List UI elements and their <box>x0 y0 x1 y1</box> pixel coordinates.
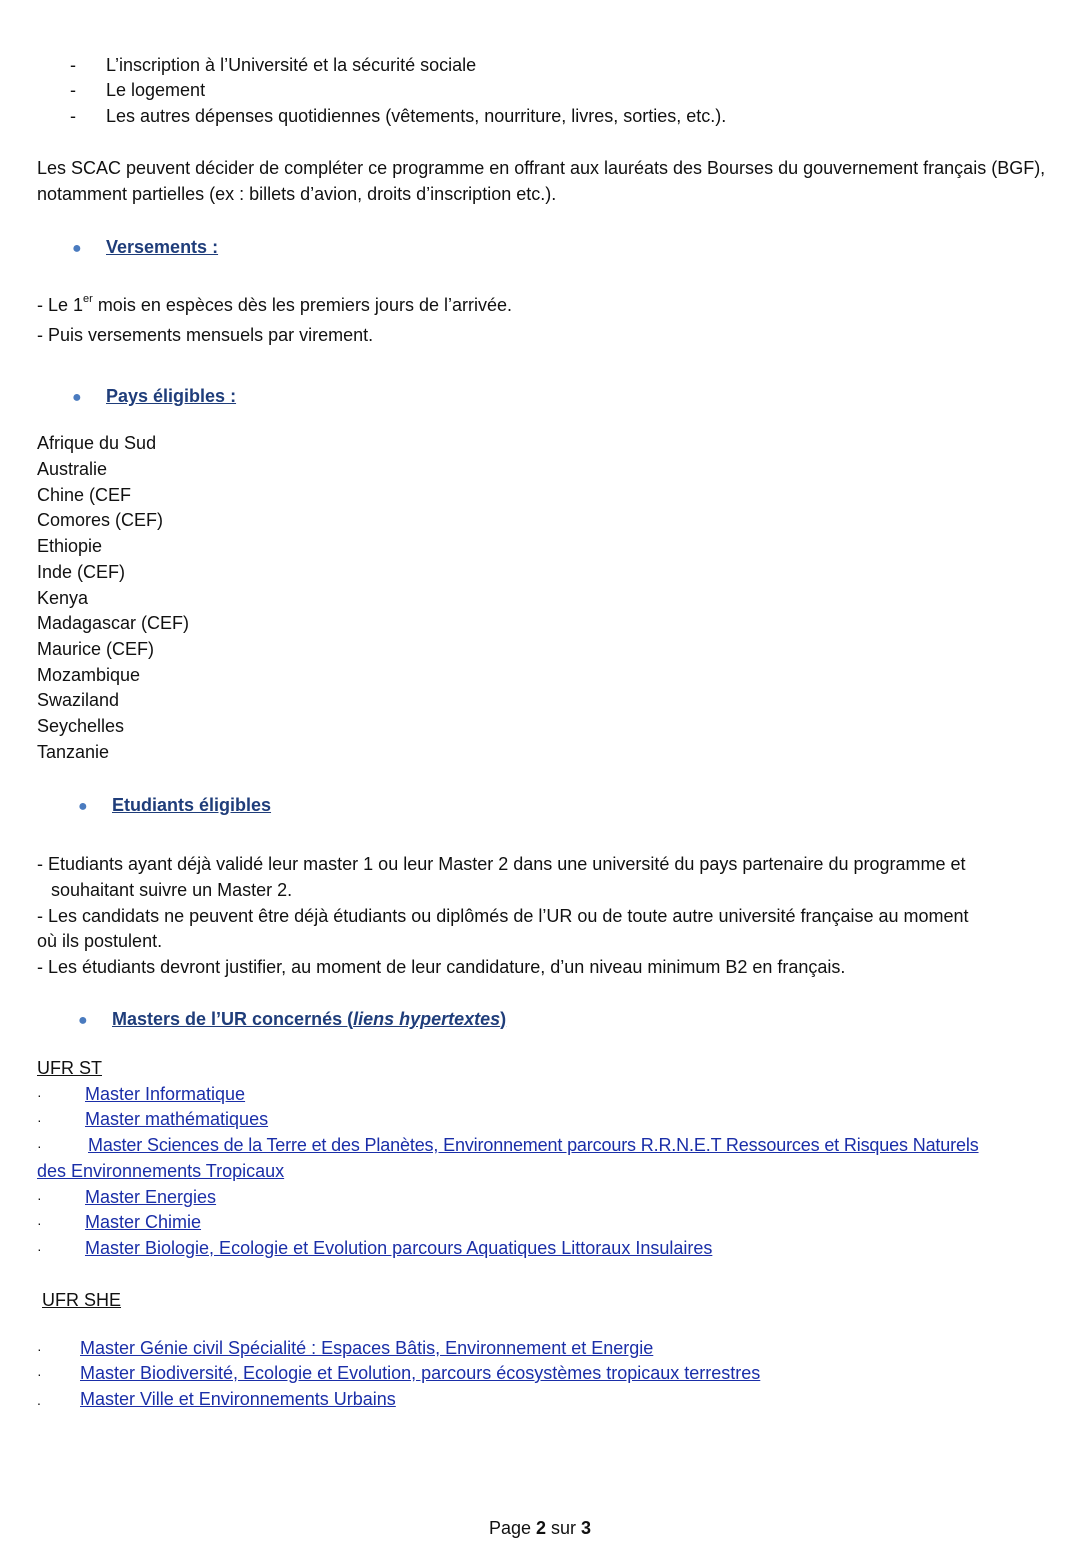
heading-text: Masters de l’UR concernés (liens hypertextes) <box>112 1009 507 1029</box>
heading-text: Pays éligibles : <box>106 386 237 406</box>
master-link[interactable]: Master Biodiversité, Ecologie et Evolution, parcours écosystèmes tropicaux terrestres <box>80 1363 761 1383</box>
list-item <box>37 1209 1047 1236</box>
etudiants-line: - Les étudiants devront justifier, au moment de leur candidature, d’un niveau minimum B2 en français. <box>37 957 846 977</box>
heading-pays-eligibles <box>72 383 236 411</box>
heading-masters <box>78 1006 506 1034</box>
dash-marker: - <box>70 80 76 100</box>
bullet-icon: · <box>37 1138 42 1154</box>
bullet-icon: ● <box>72 389 82 406</box>
bullet-icon: . <box>37 1392 41 1408</box>
list-item-text: L’inscription à l’Université et la sécurité sociale <box>106 55 477 75</box>
list-item <box>37 1132 1047 1159</box>
ufr-st-title: UFR ST <box>37 1058 102 1078</box>
master-link[interactable]: Master Energies <box>85 1187 217 1207</box>
scac-paragraph: Les SCAC peuvent décider de compléter ce programme en offrant aux lauréats des Bourses du gouvernement français (BGF), notamment partielles (ex : billets d’avion, droits d’inscription etc.). <box>37 158 1046 204</box>
country-item: Afrique du Sud <box>37 433 157 453</box>
list-item <box>37 1106 1047 1133</box>
dash-marker: - <box>70 55 76 75</box>
bullet-icon: ● <box>78 798 88 815</box>
heading-versements <box>72 234 218 262</box>
versement-line: - Le 1er mois en espèces dès les premiers jours de l’arrivée. <box>37 293 512 315</box>
list-item <box>37 1158 1047 1184</box>
dash-marker: - <box>70 106 76 126</box>
list-item <box>70 77 205 103</box>
etudiants-line: souhaitant suivre un Master 2. <box>51 880 293 900</box>
page-footer: Page 2 sur 3 <box>488 1518 592 1538</box>
bullet-icon: · <box>37 1341 42 1357</box>
list-item-text: Le logement <box>106 80 206 100</box>
country-item: Maurice (CEF) <box>37 639 155 659</box>
master-link[interactable]: Master Biologie, Ecologie et Evolution parcours Aquatiques Littoraux Insulaires <box>85 1238 713 1258</box>
bullet-icon: ● <box>72 240 82 257</box>
versement-line: - Puis versements mensuels par virement. <box>37 325 374 345</box>
list-item <box>37 1081 1047 1108</box>
master-link[interactable]: Master Informatique <box>85 1084 246 1104</box>
bullet-icon: ● <box>78 1012 88 1029</box>
country-item: Inde (CEF) <box>37 562 126 582</box>
bullet-icon: · <box>37 1190 42 1206</box>
master-link[interactable]: Master Génie civil Spécialité : Espaces Bâtis, Environnement et Energie <box>80 1338 654 1358</box>
master-link[interactable]: des Environnements Tropicaux <box>37 1161 285 1181</box>
heading-text: Etudiants éligibles <box>112 795 272 815</box>
country-item: Madagascar (CEF) <box>37 613 190 633</box>
list-item <box>70 103 726 129</box>
country-item: Mozambique <box>37 665 141 685</box>
country-item: Tanzanie <box>37 742 110 762</box>
page-total: 3 <box>581 1518 592 1538</box>
country-item: Australie <box>37 459 108 479</box>
country-item: Comores (CEF) <box>37 510 164 530</box>
list-item <box>37 1360 1047 1387</box>
etudiants-line: - Etudiants ayant déjà validé leur master 1 ou leur Master 2 dans une université du pays partenaire du programme et <box>37 854 966 874</box>
etudiants-line: où ils postulent. <box>37 931 163 951</box>
heading-text: Versements : <box>106 237 219 257</box>
list-item <box>70 52 476 78</box>
list-item <box>37 1335 1047 1362</box>
country-item: Chine (CEF <box>37 485 132 505</box>
country-item: Swaziland <box>37 690 120 710</box>
list-item <box>37 1235 1047 1262</box>
master-link[interactable]: Master Ville et Environnements Urbains <box>80 1389 396 1409</box>
bullet-icon: · <box>37 1366 42 1382</box>
heading-etudiants-eligibles <box>78 792 271 820</box>
ufr-she-title: UFR SHE <box>42 1290 122 1310</box>
master-link[interactable]: Master Sciences de la Terre et des Planètes, Environnement parcours R.R.N.E.T Ressources et Risques Naturels <box>88 1135 979 1155</box>
bullet-icon: · <box>37 1112 42 1128</box>
list-item <box>37 1386 1047 1413</box>
bullet-icon: · <box>37 1241 42 1257</box>
bullet-icon: · <box>37 1087 42 1103</box>
bullet-icon: · <box>37 1215 42 1231</box>
list-item-text: Les autres dépenses quotidiennes (vêtements, nourriture, livres, sorties, etc.). <box>106 106 727 126</box>
country-item: Ethiopie <box>37 536 103 556</box>
page-current: 2 <box>536 1518 547 1538</box>
country-item: Seychelles <box>37 716 125 736</box>
list-item <box>37 1184 1047 1211</box>
country-item: Kenya <box>37 588 89 608</box>
master-link[interactable]: Master Chimie <box>85 1212 202 1232</box>
master-link[interactable]: Master mathématiques <box>85 1109 269 1129</box>
etudiants-line: - Les candidats ne peuvent être déjà étudiants ou diplômés de l’UR ou de toute autre université française au moment <box>37 906 969 926</box>
